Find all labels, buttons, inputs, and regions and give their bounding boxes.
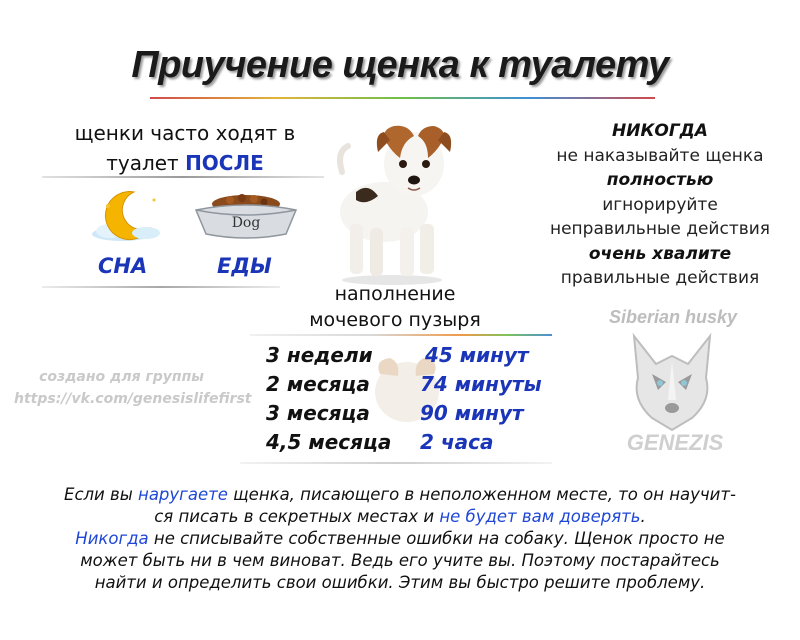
time-row-2: 74 минуты — [420, 372, 542, 396]
advice-1a: Если вы — [64, 485, 139, 504]
after-line2 — [40, 148, 330, 178]
time-row-4: 2 часа — [420, 430, 494, 454]
after-emphasis: ПОСЛЕ — [185, 151, 264, 175]
advice-2b: не будет вам доверять — [439, 507, 641, 526]
advice-2a: ся писать в секретных местах и — [154, 507, 440, 526]
advice-3b: не списывайте собственные ошибки на собаку. Щенок просто не — [148, 529, 725, 548]
never-heading: НИКОГДА — [612, 121, 708, 141]
time-row-3: 90 минут — [420, 401, 524, 425]
moon-icon — [88, 186, 168, 246]
food-bowl-icon — [190, 190, 302, 244]
food-label: ЕДЫ — [217, 254, 272, 278]
advice-paragraph — [30, 484, 770, 594]
husky-logo-name: GENEZIS — [626, 430, 724, 455]
group-watermark — [14, 366, 252, 410]
bladder-line1: наполнение — [334, 283, 456, 305]
puppy-image — [322, 112, 457, 287]
advice-line-1 — [30, 484, 770, 506]
age-row-1: 3 недели — [266, 343, 373, 367]
never-line3: полностью — [606, 170, 714, 190]
after-line1: щенки часто ходят в — [74, 121, 296, 145]
after-prefix: туалет — [106, 151, 186, 175]
age-row-4: 4,5 месяца — [266, 430, 392, 454]
advice-line-3 — [30, 528, 770, 550]
bladder-bottom-rule — [240, 462, 552, 464]
after-caption — [40, 118, 330, 178]
advice-1b: наругаете — [138, 485, 228, 504]
age-row-2: 2 месяца — [266, 372, 370, 396]
advice-2c: . — [640, 507, 646, 526]
advice-line-5: найти и определить свои ошибки. Этим вы быстро решите проблему. — [94, 573, 706, 592]
never-line7: правильные действия — [560, 268, 760, 288]
watermark-link: https://vk.com/genesislifefirst — [14, 391, 252, 407]
bladder-line2: мочевого пузыря — [309, 309, 481, 331]
never-line4: игнорируйте — [602, 194, 718, 215]
never-block — [525, 119, 795, 291]
title-underline — [150, 97, 655, 99]
bladder-top-rule — [250, 334, 552, 336]
after-bottom-rule — [42, 286, 280, 288]
time-row-1: 45 минут — [425, 343, 529, 367]
husky-logo-title: Siberian husky — [608, 307, 738, 327]
bladder-caption — [290, 281, 500, 333]
after-top-rule — [42, 176, 324, 178]
never-line2: не наказывайте щенка — [556, 145, 764, 166]
husky-logo-icon — [622, 330, 722, 434]
advice-3a: Никогда — [75, 529, 149, 548]
bowl-label: Dog — [231, 215, 261, 231]
age-row-3: 3 месяца — [266, 401, 370, 425]
page-title: Приучение щенка к туалету — [131, 44, 669, 86]
never-line5: неправильные действия — [549, 219, 771, 239]
never-line6: очень хвалите — [588, 243, 732, 264]
advice-line-2 — [30, 506, 770, 528]
advice-line-4: может быть ни в чем виноват. Ведь его учите вы. Поэтому постарайтесь — [80, 551, 720, 570]
advice-1c: щенка, писающего в неположенном месте, то он научит- — [227, 485, 736, 504]
sleep-label: СНА — [98, 254, 148, 278]
watermark-line1: создано для группы — [39, 369, 204, 385]
